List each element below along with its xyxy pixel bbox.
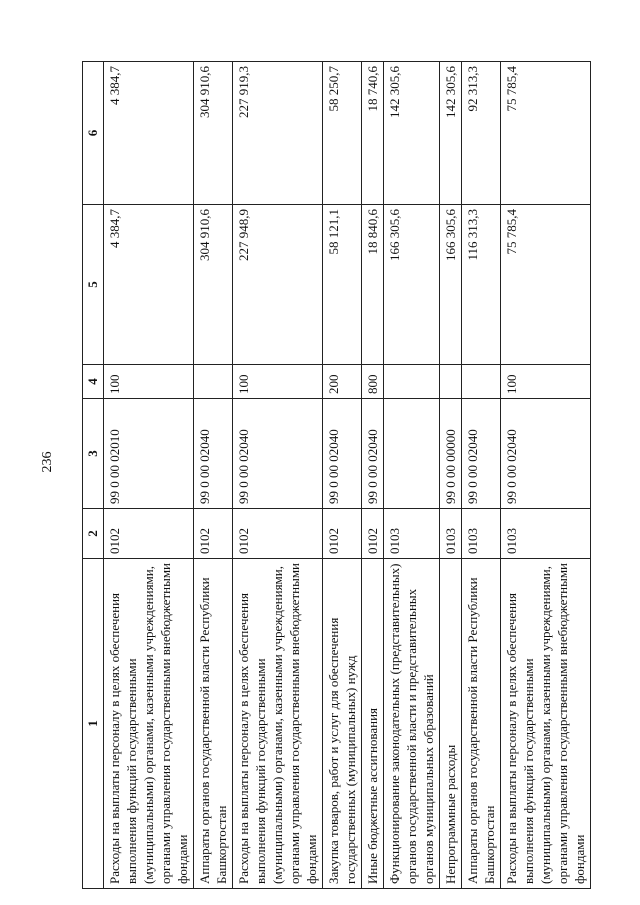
row-amount-col5: 166 305,6	[440, 205, 462, 365]
row-name: Аппараты органов государственной власти Республики Башкортостан	[194, 559, 233, 889]
row-amount-col5: 75 785,4	[501, 205, 591, 365]
row-amount-col6: 18 740,6	[362, 62, 384, 205]
row-name: Расходы на выплаты персоналу в целях обеспечения выполнения функций государственными (муниципальными) органами, казенными учреждениями, органами управления государственными внебюджетными фондами	[501, 559, 591, 889]
row-name: Закупка товаров, работ и услуг для обеспечения государственных (муниципальных) нужд	[323, 559, 362, 889]
table-row	[362, 62, 384, 889]
row-expense-type: 100	[104, 365, 194, 399]
row-section: 0102	[323, 509, 362, 559]
row-name: Расходы на выплаты персоналу в целях обеспечения выполнения функций государственными (муниципальными) органами, казенными учреждениями, органами управления государственными внебюджетными фондами	[104, 559, 194, 889]
row-amount-col6: 92 313,3	[462, 62, 501, 205]
table-row	[194, 62, 233, 889]
row-target-article: 99 0 00 02040	[323, 399, 362, 509]
row-expense-type: 100	[233, 365, 323, 399]
column-header-5: 5	[83, 205, 104, 365]
row-amount-col5: 4 384,7	[104, 205, 194, 365]
row-amount-col6: 142 305,6	[440, 62, 462, 205]
rotated-table-container	[82, 62, 587, 889]
row-target-article: 99 0 00 00000	[440, 399, 462, 509]
row-expense-type: 800	[362, 365, 384, 399]
row-target-article: 99 0 00 02040	[362, 399, 384, 509]
row-expense-type	[384, 365, 440, 399]
row-name: Иные бюджетные ассигнования	[362, 559, 384, 889]
row-section: 0103	[384, 509, 440, 559]
column-header-4: 4	[83, 365, 104, 399]
row-target-article	[384, 399, 440, 509]
row-amount-col6: 227 919,3	[233, 62, 323, 205]
row-expense-type	[440, 365, 462, 399]
row-name: Расходы на выплаты персоналу в целях обеспечения выполнения функций государственными (муниципальными) органами, казенными учреждениями, органами управления государственными внебюджетными фондами	[233, 559, 323, 889]
row-expense-type	[462, 365, 501, 399]
row-amount-col5: 227 948,9	[233, 205, 323, 365]
table-row	[323, 62, 362, 889]
row-expense-type	[194, 365, 233, 399]
row-amount-col5: 304 910,6	[194, 205, 233, 365]
table-row	[501, 62, 591, 889]
row-amount-col5: 116 313,3	[462, 205, 501, 365]
row-expense-type: 100	[501, 365, 591, 399]
row-section: 0102	[233, 509, 323, 559]
table-row	[462, 62, 501, 889]
budget-table	[82, 61, 591, 889]
row-section: 0103	[462, 509, 501, 559]
row-amount-col6: 304 910,6	[194, 62, 233, 205]
row-section: 0103	[501, 509, 591, 559]
row-amount-col6: 4 384,7	[104, 62, 194, 205]
row-amount-col6: 142 305,6	[384, 62, 440, 205]
table-row	[384, 62, 440, 889]
table-row	[233, 62, 323, 889]
row-target-article: 99 0 00 02010	[104, 399, 194, 509]
row-section: 0102	[362, 509, 384, 559]
column-header-6: 6	[83, 62, 104, 205]
table-row	[440, 62, 462, 889]
table-header-row	[83, 62, 104, 889]
row-amount-col6: 58 250,7	[323, 62, 362, 205]
page-number: 236	[40, 451, 55, 473]
row-amount-col5: 166 305,6	[384, 205, 440, 365]
row-section: 0102	[194, 509, 233, 559]
row-name: Непрограммные расходы	[440, 559, 462, 889]
row-amount-col5: 58 121,1	[323, 205, 362, 365]
row-section: 0103	[440, 509, 462, 559]
row-amount-col6: 75 785,4	[501, 62, 591, 205]
column-header-3: 3	[83, 399, 104, 509]
row-target-article: 99 0 00 02040	[233, 399, 323, 509]
column-header-2: 2	[83, 509, 104, 559]
row-name: Функционирование законодательных (представительных) органов государственной власти и представительных органов муниципальных образований	[384, 559, 440, 889]
row-target-article: 99 0 00 02040	[462, 399, 501, 509]
column-header-1: 1	[83, 559, 104, 889]
row-amount-col5: 18 840,6	[362, 205, 384, 365]
row-name: Аппараты органов государственной власти Республики Башкортостан	[462, 559, 501, 889]
table-row	[104, 62, 194, 889]
row-target-article: 99 0 00 02040	[194, 399, 233, 509]
row-expense-type: 200	[323, 365, 362, 399]
row-section: 0102	[104, 509, 194, 559]
row-target-article: 99 0 00 02040	[501, 399, 591, 509]
